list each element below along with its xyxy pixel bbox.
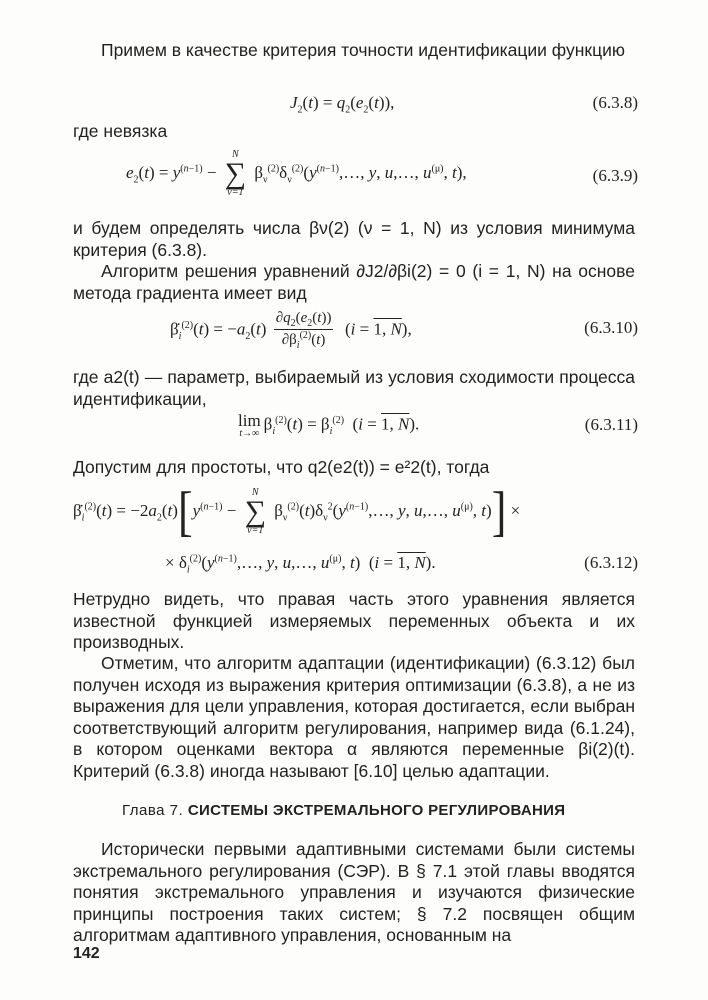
equation-6-3-11: lim t→∞ $\beta_i^{(2)}(t) = \beta_i^{(2)}$ (i = 1, N). bbox=[238, 411, 420, 439]
equation-6-3-12-line2: × $\delta_i^{(2)}(y^{(n-1)},\dots$, y, u,…, $u^{(\mu)}$, t) (i = 1, N). bbox=[165, 553, 436, 576]
paragraph-beta-minimum: и будем определять числа βν(2) (ν = 1, N) из условия минимума критерия (6.3.8). bbox=[73, 218, 635, 260]
chapter-heading bbox=[122, 802, 565, 819]
equation-number-6-3-11: (6.3.11) bbox=[584, 415, 638, 434]
equation-number-6-3-10: (6.3.10) bbox=[584, 318, 638, 337]
equation-6-3-12-line1: $\betȧ_i^{(2)}(t) = -2a_2(t)[y^{(n-1)}$ − N ∑ ν=1 $\beta_\nu^{(2)}(t)\delta_\nu^2(y^{(n-1)},\dots$, y, u,…, $u^{(\mu)}$, t)] × bbox=[73, 480, 521, 542]
paragraph-chapter-intro: Исторически первыми адаптивными системами были системы экстремального регулирования (СЭР). В § 7.1 этой главы вводятся понятия экстремального управления и изучаются физические принципы построения таких систем; § 7.2 посвящен общим алгоритмам адаптивного управления, основанным на bbox=[73, 839, 635, 945]
equation-number-6-3-12: (6.3.12) bbox=[584, 553, 638, 572]
paragraph-residual-label: где невязка bbox=[73, 121, 168, 141]
page-number: 142 bbox=[73, 945, 100, 962]
equation-number-6-3-8: (6.3.8) bbox=[592, 93, 638, 112]
equation-6-3-9: $e_2(t) = y^{(n-1)}$ − N ∑ ν=1 $\beta_\nu^{(2)}\delta_\nu^{(2)}(y^{(n-1)},\dots$, y, u,…, $u^{(\mu)}$, t), bbox=[126, 149, 467, 198]
equation-number-6-3-9: (6.3.9) bbox=[592, 166, 638, 185]
equation-6-3-10: $\betȧ_i^{(2)}(t) = -a_2(t)$ $\frac{\partial q_2(e_2(t))}{\partial\beta_i^{(2)}(t)}$ (i = 1, N), bbox=[170, 310, 412, 351]
paragraph-gradient-method: Алгоритм решения уравнений ∂J2/∂βi(2) = 0 (i = 1, N) на основе метода градиента имеет вид bbox=[73, 261, 635, 303]
paragraph-right-side: Нетрудно видеть, что правая часть этого уравнения является известной функцией измеряемых переменных объекта и их производных. bbox=[73, 589, 635, 652]
paragraph-parameter-a2: где a2(t) — параметр, выбираемый из условия сходимости процесса идентификации, bbox=[73, 367, 635, 409]
paragraph-simplification: Допустим для простоты, что q2(e2(t)) = e²2(t), тогда bbox=[73, 457, 490, 477]
chapter-title: СИСТЕМЫ ЭКСТРЕМАЛЬНОГО РЕГУЛИРОВАНИЯ bbox=[187, 802, 566, 819]
paragraph-adaptation-goal: Отметим, что алгоритм адаптации (идентификации) (6.3.12) был получен исходя из выражения критерия оптимизации (6.3.8), а не из выражения для цели управления, которая достигается, если выбран соответствующий алгоритм регулирования, например вида (6.1.24), в котором оценками вектора α являются переменные βi(2)(t). Критерий (6.3.8) иногда называют [6.10] целью адаптации. bbox=[73, 653, 635, 781]
chapter-prefix: Глава 7. bbox=[122, 802, 184, 819]
paragraph-criterion-intro: Примем в качестве критерия точности идентификации функцию bbox=[101, 40, 626, 60]
equation-6-3-8: $J_2(t) = q_2(e_2(t))$, bbox=[290, 93, 395, 116]
